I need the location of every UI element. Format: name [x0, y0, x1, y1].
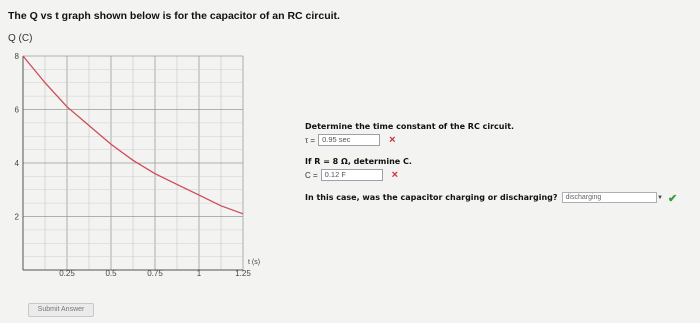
part3-prompt: In this case, was the capacitor charging or discharging? — [305, 193, 558, 202]
part1-block — [305, 122, 695, 146]
incorrect-x-icon: × — [389, 134, 396, 146]
x-tick-label: 0.25 — [59, 269, 75, 278]
tau-symbol: τ = — [305, 135, 316, 145]
chart-svg — [0, 0, 280, 290]
charging-select-value: discharging — [565, 194, 602, 201]
x-tick-label: 0.5 — [105, 269, 117, 278]
x-axis-unit-label: t (s) — [248, 259, 261, 266]
chart — [0, 0, 280, 290]
y-tick-label: 4 — [14, 159, 19, 168]
part1-prompt: Determine the time constant of the RC circuit. — [305, 122, 515, 131]
x-tick-label: 1.25 — [235, 269, 251, 278]
y-tick-label: 2 — [14, 212, 19, 222]
answer-panel — [305, 122, 695, 203]
capacitance-input[interactable]: 0.12 F — [321, 169, 383, 181]
c-symbol: C = — [305, 170, 318, 180]
submit-answer-button[interactable]: Submit Answer — [28, 303, 94, 317]
y-tick-label: 6 — [14, 105, 19, 115]
charging-select[interactable] — [562, 192, 657, 203]
part2-block — [305, 157, 695, 181]
question-title: The Q vs t graph shown below is for the capacitor of an RC circuit. — [8, 10, 340, 22]
correct-check-icon: ✔ — [668, 193, 678, 205]
y-tick-label: 8 — [14, 52, 19, 61]
part2-prompt: If R = 8 Ω, determine C. — [305, 157, 412, 166]
x-tick-label: 0.75 — [147, 269, 163, 278]
incorrect-x-icon: × — [391, 169, 399, 181]
y-axis-label: Q (C) — [8, 33, 33, 44]
part3-block — [305, 192, 695, 203]
time-constant-input[interactable]: 0.95 sec — [318, 134, 380, 146]
chevron-down-icon[interactable]: ▼ — [657, 195, 663, 201]
x-tick-label: 1 — [196, 269, 202, 278]
